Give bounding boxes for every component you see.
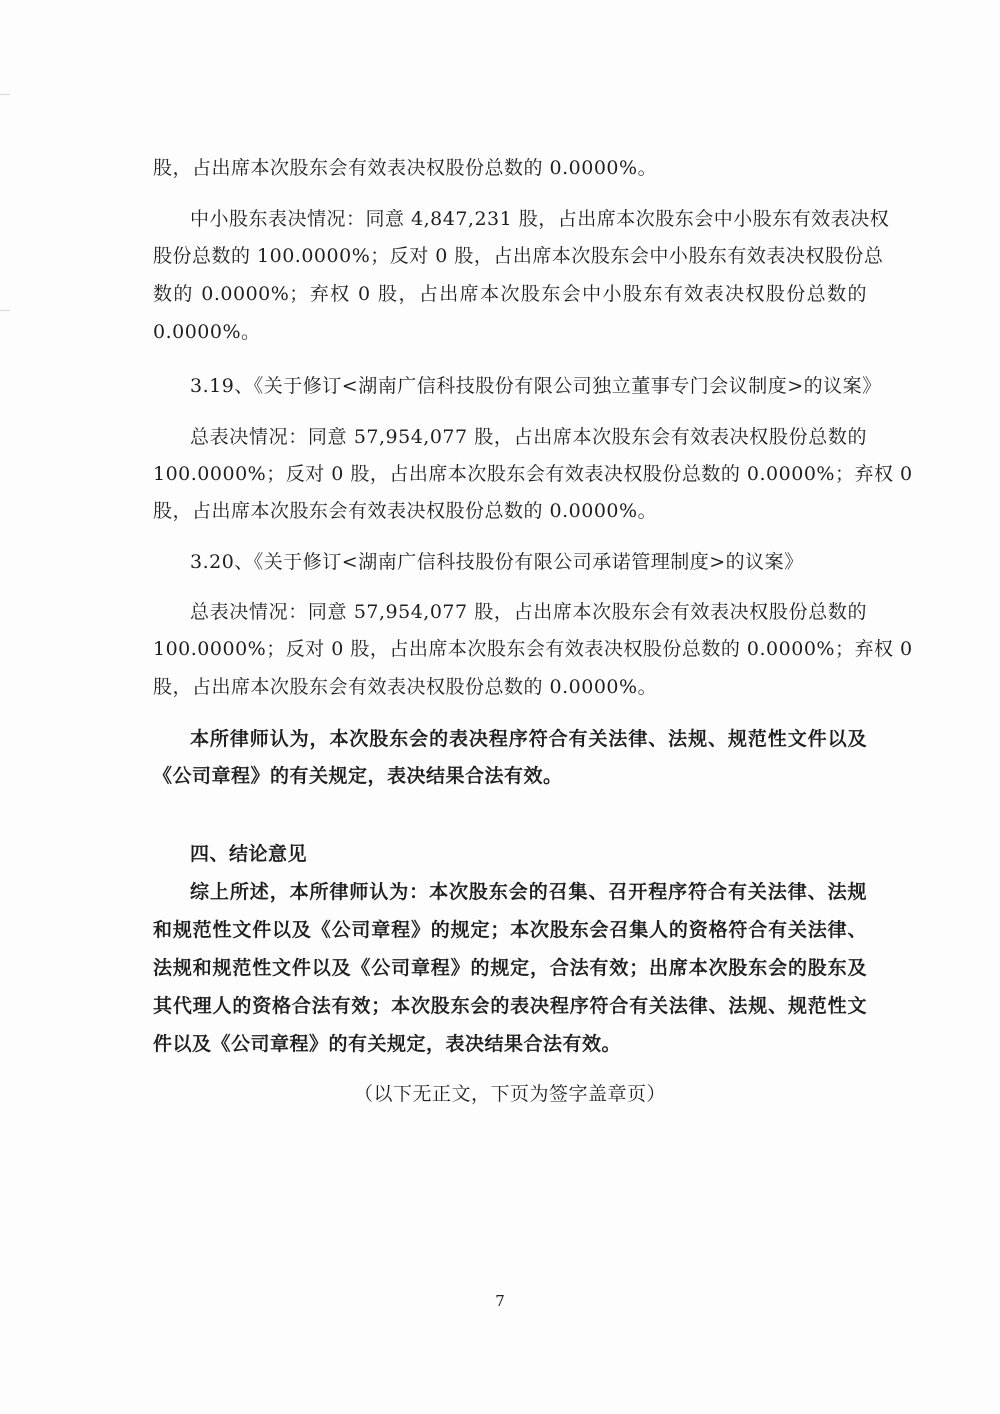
paragraph-line: 100.0000%；反对 0 股，占出席本次股东会有效表决权股份总数的 0.0000%；弃权 0 bbox=[153, 638, 913, 660]
paragraph-line: 股，占出席本次股东会有效表决权股份总数的 0.0000%。 bbox=[153, 500, 658, 522]
conclusion-line: 其代理人的资格合法有效；本次股东会的表决程序符合有关法律、法规、规范性文 bbox=[153, 995, 867, 1017]
lawyer-opinion-line: 本所律师认为，本次股东会的表决程序符合有关法律、法规、规范性文件以及 bbox=[190, 728, 867, 750]
page-number: 7 bbox=[495, 1292, 505, 1310]
lawyer-opinion-line: 《公司章程》的有关规定，表决结果合法有效。 bbox=[153, 765, 563, 787]
paragraph-line: 股，占出席本次股东会有效表决权股份总数的 0.0000%。 bbox=[153, 676, 658, 698]
scan-edge-mark bbox=[0, 94, 10, 95]
section-heading: 3.19、《关于修订<湖南广信科技股份有限公司独立董事专门会议制度>的议案》 bbox=[190, 375, 882, 397]
paragraph-line: 股，占出席本次股东会有效表决权股份总数的 0.0000%。 bbox=[153, 157, 658, 179]
paragraph-line: 中小股东表决情况：同意 4,847,231 股，占出席本次股东会中小股东有效表决权 bbox=[190, 208, 890, 230]
paragraph-line: 总表决情况：同意 57,954,077 股，占出席本次股东会有效表决权股份总数的 bbox=[190, 426, 867, 448]
section-title: 四、结论意见 bbox=[190, 843, 308, 865]
paragraph-line: 0.0000%。 bbox=[153, 321, 261, 343]
conclusion-line: 综上所述，本所律师认为：本次股东会的召集、召开程序符合有关法律、法规 bbox=[190, 881, 867, 903]
paragraph-line: 总表决情况：同意 57,954,077 股，占出席本次股东会有效表决权股份总数的 bbox=[190, 601, 867, 623]
section-heading: 3.20、《关于修订<湖南广信科技股份有限公司承诺管理制度>的议案》 bbox=[190, 551, 804, 573]
conclusion-line: 件以及《公司章程》的有关规定，表决结果合法有效。 bbox=[153, 1033, 622, 1055]
paragraph-line: 100.0000%；反对 0 股，占出席本次股东会有效表决权股份总数的 0.0000%；弃权 0 bbox=[153, 463, 913, 485]
conclusion-line: 和规范性文件以及《公司章程》的规定；本次股东会召集人的资格符合有关法律、 bbox=[153, 919, 867, 941]
paragraph-line: 数的 0.0000%；弃权 0 股，占出席本次股东会中小股东有效表决权股份总数的 bbox=[153, 283, 867, 305]
conclusion-line: 法规和规范性文件以及《公司章程》的规定，合法有效；出席本次股东会的股东及 bbox=[153, 957, 867, 979]
closing-note: （以下无正文，下页为签字盖章页） bbox=[353, 1083, 666, 1105]
scan-edge-mark bbox=[0, 310, 10, 311]
paragraph-line: 股份总数的 100.0000%；反对 0 股，占出席本次股东会中小股东有效表决权股份总 bbox=[153, 245, 884, 267]
